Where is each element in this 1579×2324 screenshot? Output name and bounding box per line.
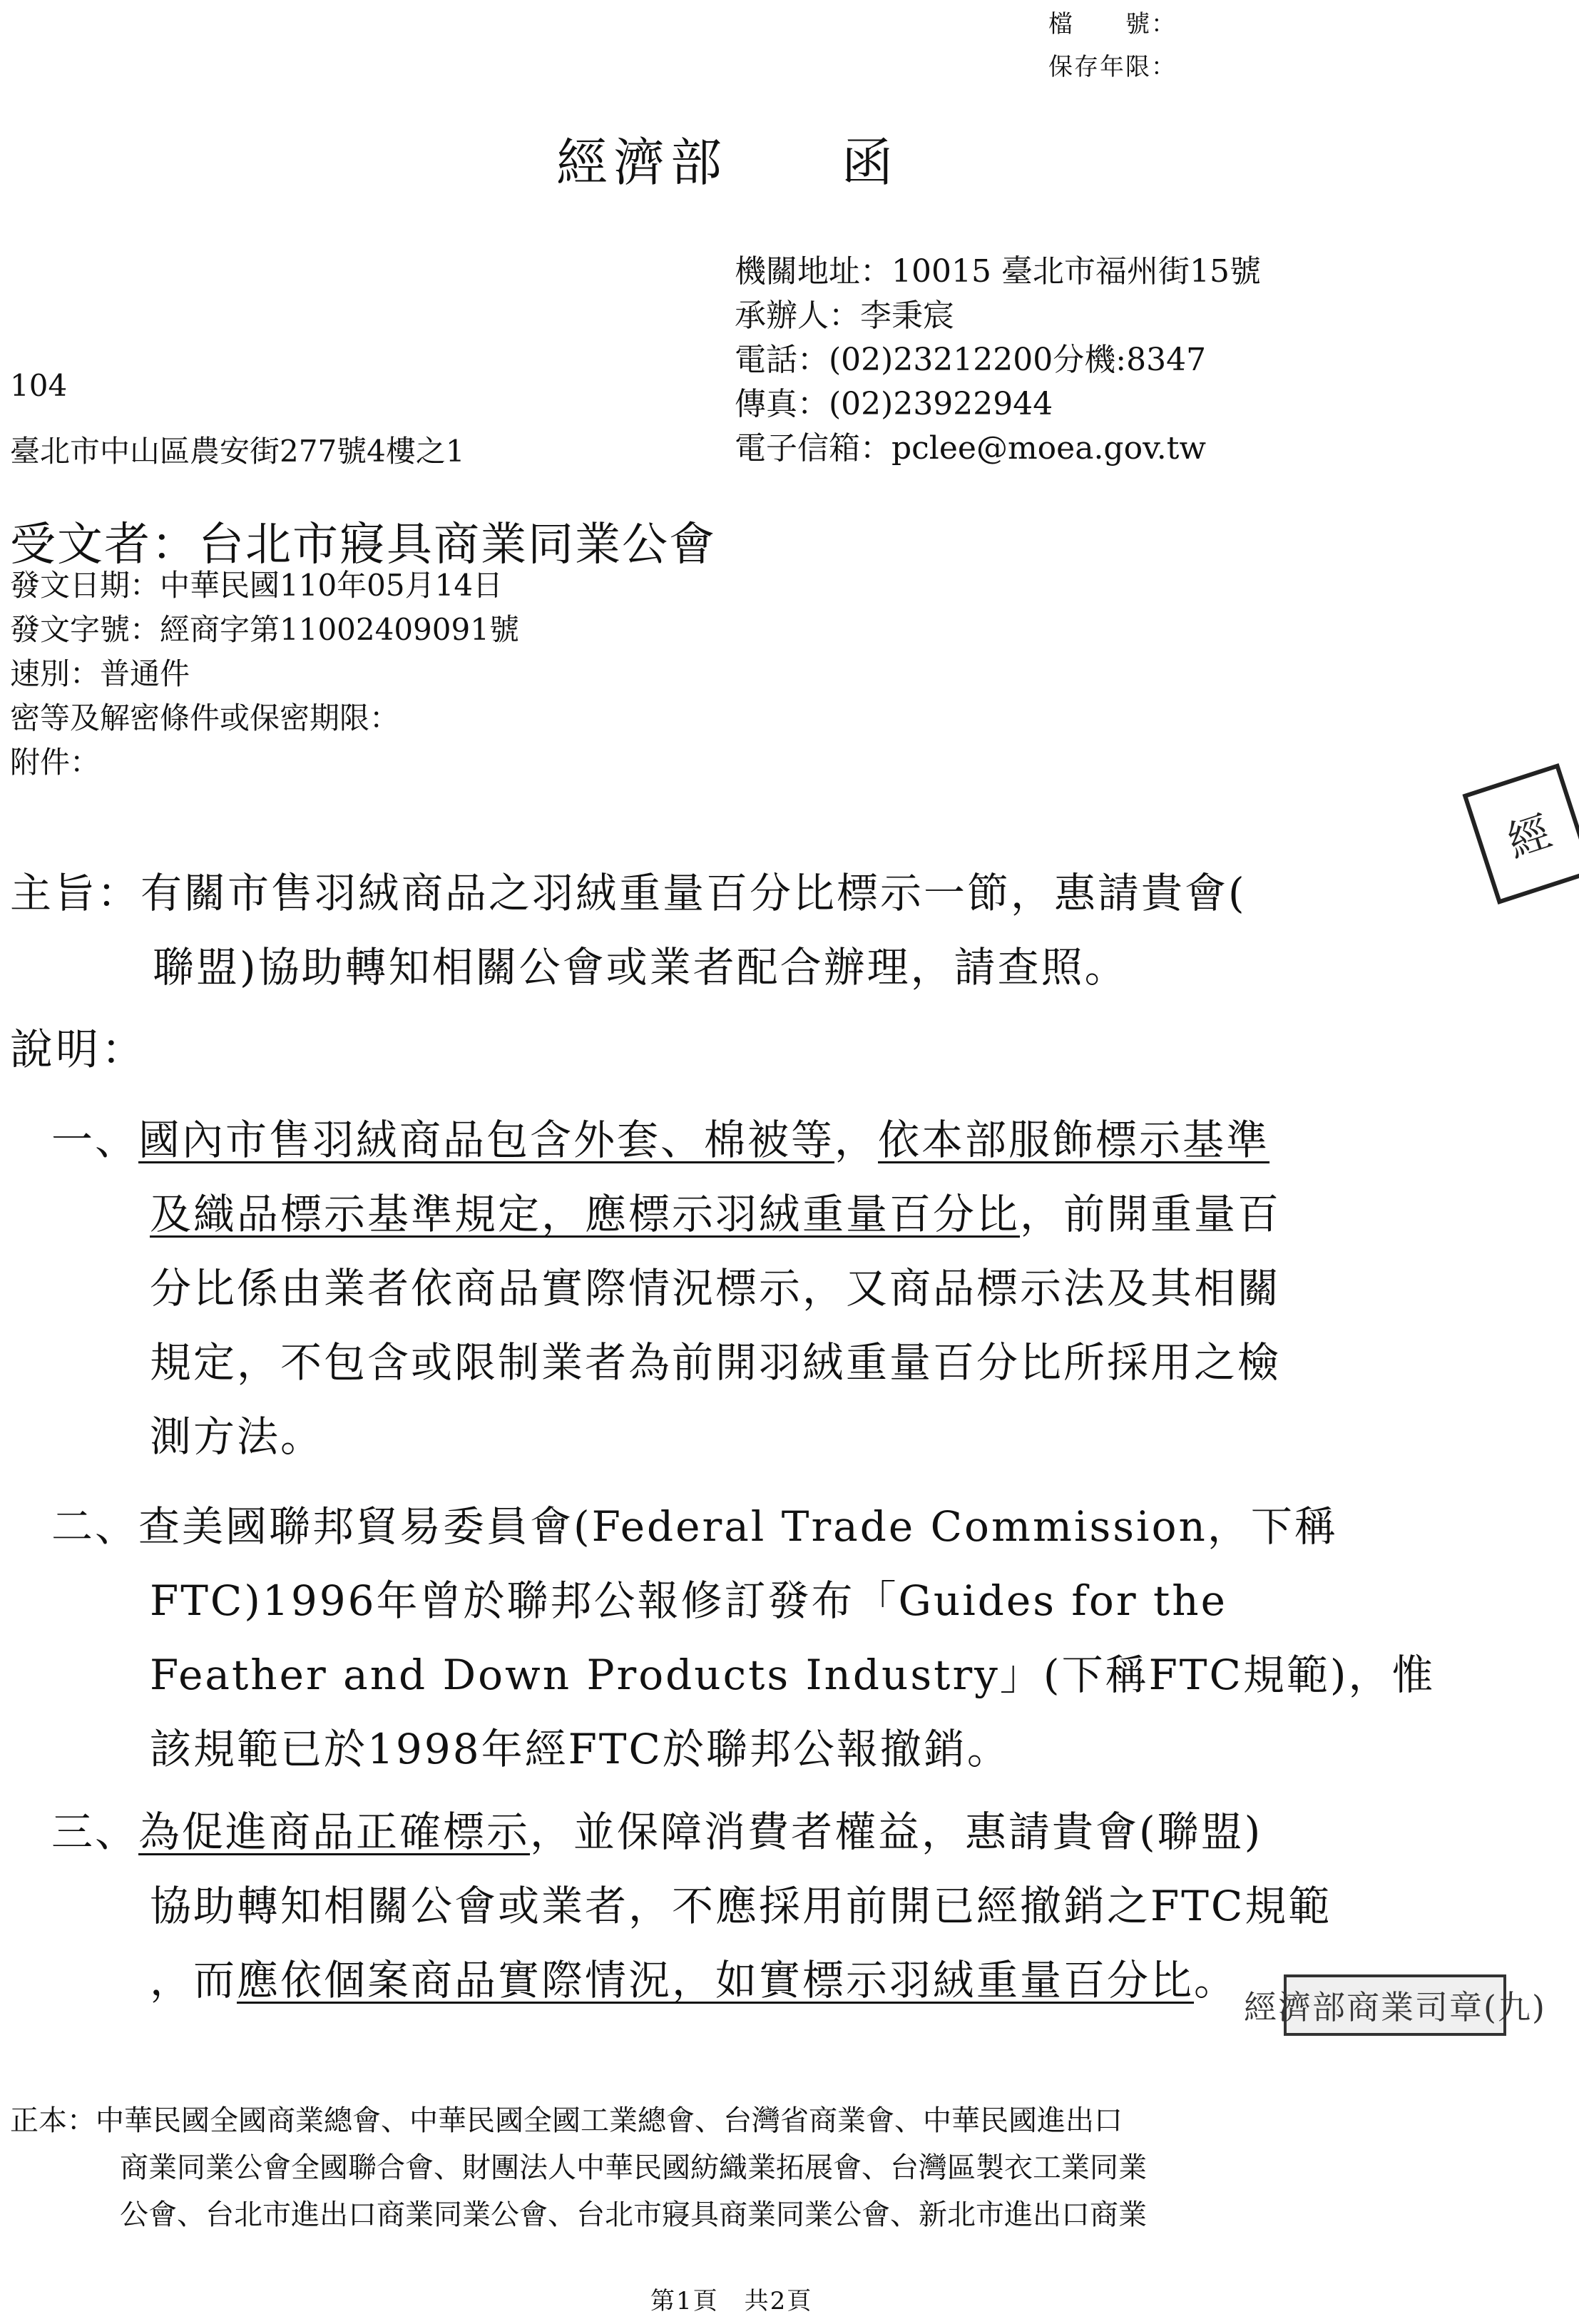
explanation-item-1	[51, 1103, 1281, 1474]
explanation-item-2	[51, 1489, 1436, 1786]
speed-class: 速別：普通件	[10, 656, 190, 691]
document-title: 經濟部 函	[556, 133, 899, 193]
attachment: 附件：	[10, 745, 101, 780]
underlined-text: 為促進商品正確標示	[138, 1808, 531, 1856]
underlined-text: 應依個案商品實際情況，如實標示羽絨重量百分比	[237, 1956, 1195, 2004]
handler: 承辦人：李秉宸	[735, 297, 954, 334]
item-line: 分比係由業者依商品實際情況標示，又商品標示法及其相關	[150, 1264, 1282, 1313]
item-number: 一、	[51, 1116, 139, 1164]
copies-line: 正本：中華民國全國商業總會、中華民國全國工業總會、台灣省商業會、中華民國進出口	[10, 2104, 1123, 2137]
item-text: ，	[834, 1116, 879, 1164]
explanation-item-3	[51, 1795, 1332, 2017]
underlined-text: 及織品標示基準規定，應標示羽絨重量百分比	[150, 1190, 1021, 1238]
item-line	[51, 1177, 1281, 1251]
recipient-zip: 104	[10, 368, 68, 403]
item-number: 三、	[51, 1808, 139, 1856]
item-text: ，而	[150, 1956, 237, 2004]
phone: 電話：(02)23212200分機:8347	[735, 342, 1207, 378]
issue-date: 發文日期：中華民國110年05月14日	[10, 568, 504, 603]
item-text: 。	[1194, 1956, 1238, 2004]
retention-label: 保存年限：	[1048, 53, 1177, 81]
item-line: 規定，不包含或限制業者為前開羽絨重量百分比所採用之檢	[150, 1338, 1282, 1387]
copies-line: 公會、台北市進出口商業同業公會、台北市寢具商業同業公會、新北市進出口商業	[120, 2198, 1147, 2231]
item-line: Feather and Down Products Industry」(下稱FTC規範)，惟	[150, 1651, 1436, 1699]
item-line: 二、查美國聯邦貿易委員會(Federal Trade Commission，下稱	[51, 1502, 1338, 1551]
recipient-address: 臺北市中山區農安街277號4樓之1	[10, 434, 465, 469]
corner-stamp-text: 經	[1501, 807, 1558, 868]
item-line: 測方法。	[150, 1412, 325, 1461]
item-text: ，前開重量百	[1020, 1190, 1282, 1238]
item-line: 該規範已於1998年經FTC於聯邦公報撤銷。	[150, 1725, 1011, 1773]
document-meta	[10, 564, 519, 785]
item-line: FTC)1996年曾於聯邦公報修訂發布「Guides for the	[150, 1576, 1227, 1625]
recipient: 受文者：台北市寢具商業同業公會	[10, 519, 716, 571]
document-number: 發文字號：經商字第11002409091號	[10, 612, 519, 647]
item-line: 協助轉知相關公會或業者，不應採用前開已經撤銷之FTC規範	[150, 1882, 1332, 1930]
agency-contact-block	[735, 250, 1261, 471]
email: 電子信箱：pclee@moea.gov.tw	[735, 430, 1207, 467]
subject-line: 聯盟)協助轉知相關公會或業者配合辦理，請查照。	[153, 943, 1128, 992]
item-line	[51, 1103, 1281, 1177]
page-number: 第1頁 共2頁	[650, 2287, 813, 2315]
subject-line: 主旨：有關市售羽絨商品之羽絨重量百分比標示一節，惠請貴會(	[10, 869, 1247, 917]
archive-info	[1048, 3, 1177, 88]
underlined-text: 國內市售羽絨商品包含外套、棉被等	[138, 1116, 835, 1164]
seal-text: 經濟部商業司章(九)	[1244, 1988, 1546, 2027]
item-line	[51, 1795, 1332, 1869]
copies-to	[10, 2097, 1147, 2238]
fax: 傳真：(02)23922944	[735, 386, 1053, 422]
item-text: ，並保障消費者權益，惠請貴會(聯盟)	[530, 1808, 1263, 1856]
underlined-text: 依本部服飾標示基準	[878, 1116, 1270, 1164]
subject-paragraph	[10, 856, 1247, 1004]
explanation-heading: 說明：	[10, 1025, 147, 1075]
official-seal-stamp	[1244, 1974, 1546, 2036]
secrecy-level: 密等及解密條件或保密期限：	[10, 700, 400, 735]
agency-address: 機關地址：10015 臺北市福州街15號	[735, 253, 1261, 290]
file-number-label: 檔 號：	[1048, 10, 1177, 39]
corner-stamp	[1462, 763, 1579, 904]
copies-line: 商業同業公會全國聯合會、財團法人中華民國紡織業拓展會、台灣區製衣工業同業	[120, 2151, 1147, 2184]
item-line	[51, 1943, 1332, 2017]
